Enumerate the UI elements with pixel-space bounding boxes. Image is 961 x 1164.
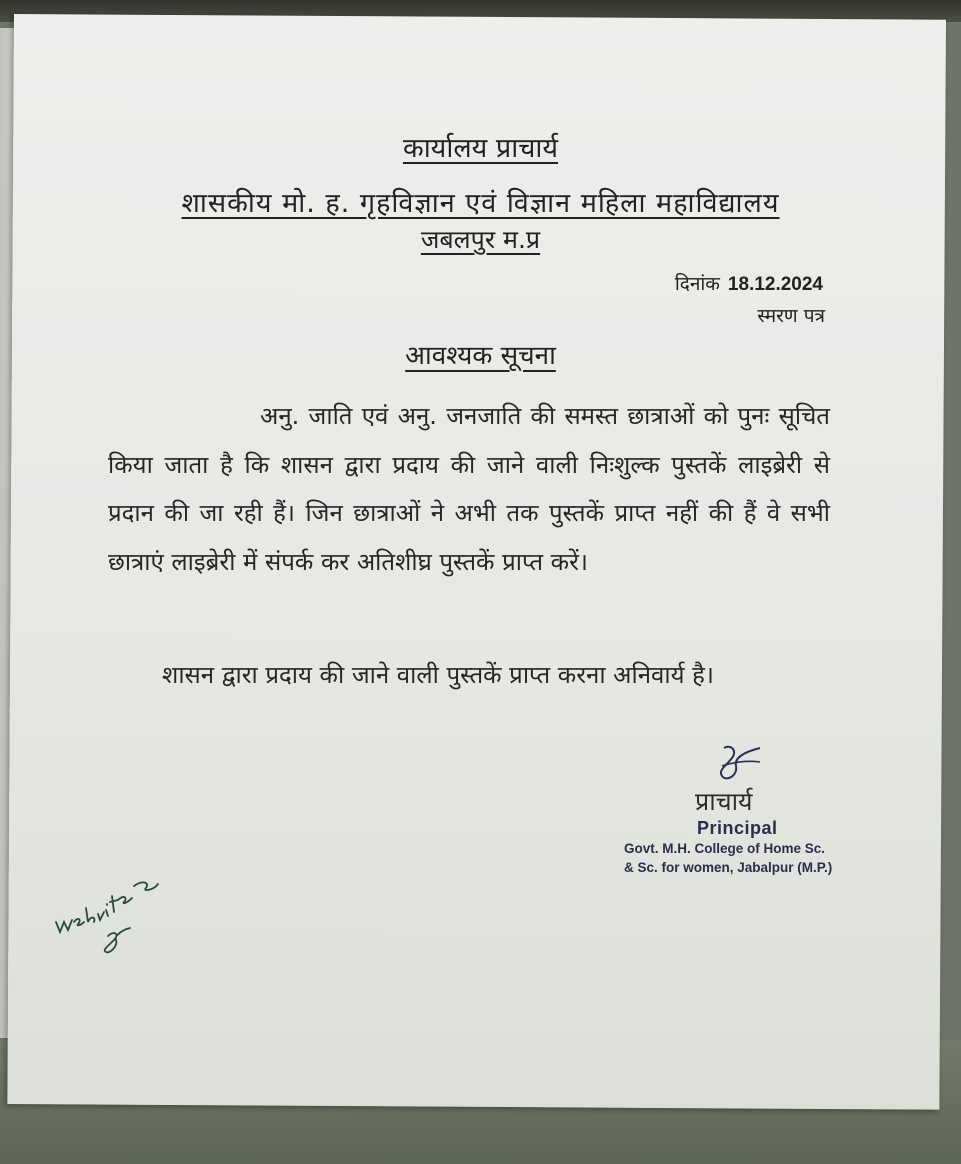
notice-body-paragraph-2: शासन द्वारा प्रदाय की जाने वाली पुस्तकें प्राप्त करना अनिवार्य है।	[162, 661, 714, 689]
date-value: 18.12.2024	[727, 274, 823, 295]
college-stamp-line-1: Govt. M.H. College of Home Sc.	[624, 841, 826, 856]
city-heading: जबलपुर म.प्र	[420, 225, 541, 254]
office-heading: कार्यालय प्राचार्य	[402, 133, 559, 164]
signatory-title-hindi: प्राचार्य	[695, 787, 753, 816]
signatory-title-english: Principal	[697, 818, 778, 838]
notice-title: आवश्यक सूचना	[405, 341, 556, 371]
handwritten-website-note	[50, 860, 170, 955]
college-stamp-line-2: & Sc. for women, Jabalpur (M.P.)	[624, 860, 833, 875]
principal-signature	[716, 742, 776, 784]
reminder-label: स्मरण पत्र	[757, 305, 825, 327]
date-label: दिनांक	[674, 273, 720, 295]
date-line	[675, 270, 823, 296]
notice-body-paragraph-1: अनु. जाति एवं अनु. जनजाति की समस्त छात्राओं को पुनः सूचित किया जाता है कि शासन द्वारा प्रदाय की जाने वाली निःशुल्क पुस्तकें लाइब्रेरी से प्रदान की जा रही हैं। जिन छात्राओं ने अभी तक पुस्तकें प्राप्त नहीं की हैं वे सभी छात्राएं लाइब्रेरी में संपर्क कर अतिशीघ्र पुस्तकें प्राप्त करें।	[108, 402, 830, 576]
college-name-heading: शासकीय मो. ह. गृहविज्ञान एवं विज्ञान महिला महाविद्यालय	[181, 188, 780, 219]
